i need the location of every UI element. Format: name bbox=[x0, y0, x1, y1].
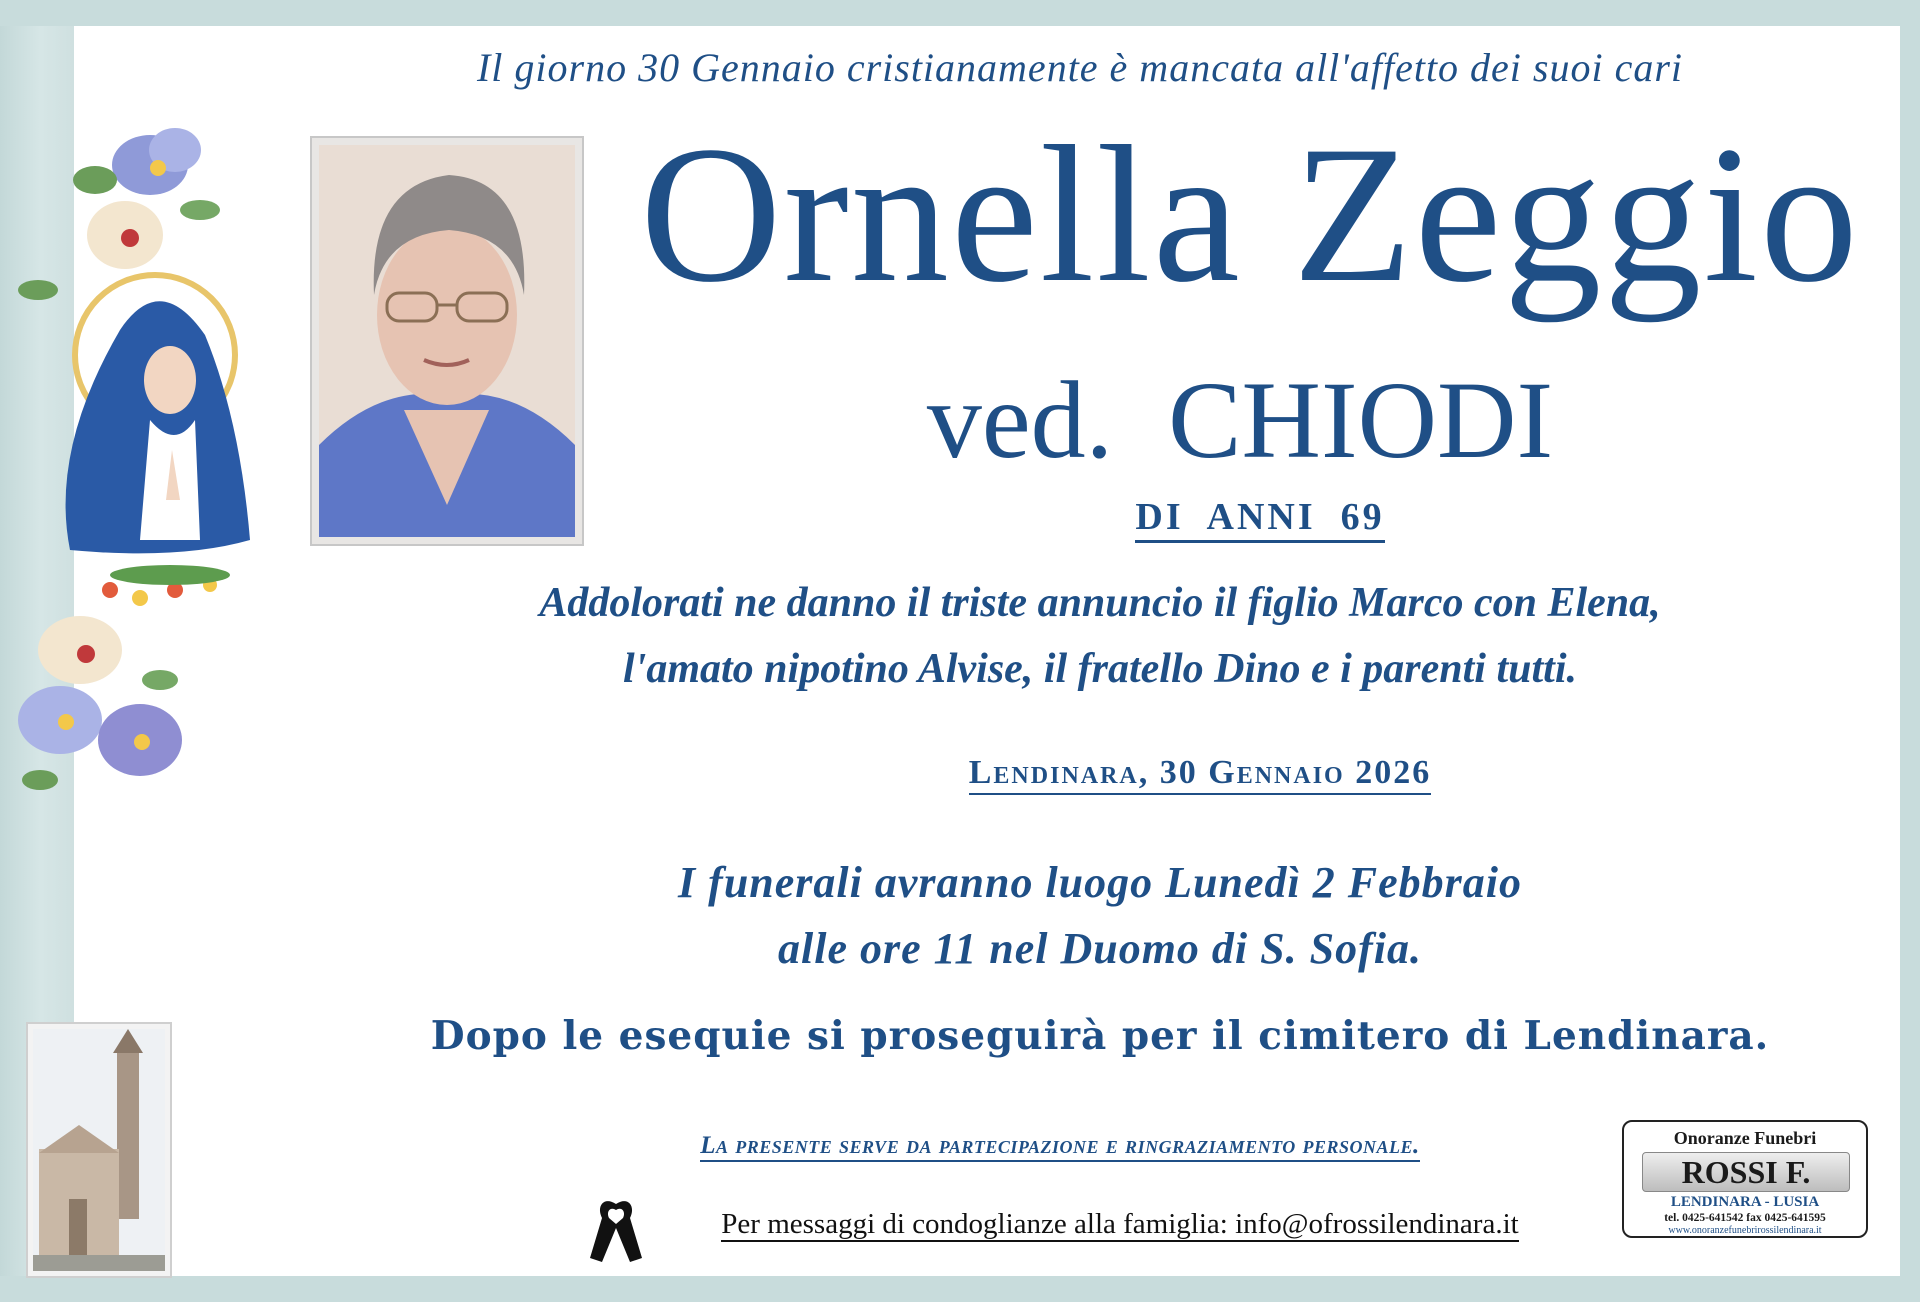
portrait-photo bbox=[310, 136, 584, 546]
announcement-line-1: Addolorati ne danno il triste annuncio il figlio Marco con Elena, bbox=[539, 580, 1661, 626]
flowers-bottom bbox=[102, 565, 230, 606]
deceased-name: Ornella Zeggio bbox=[640, 106, 1860, 323]
acknowledgement-line bbox=[560, 1132, 1560, 1160]
church-photo bbox=[26, 1022, 172, 1278]
funeral-line-2: alle ore 11 nel Duomo di S. Sofia. bbox=[778, 924, 1422, 973]
condolences-line bbox=[670, 1208, 1570, 1241]
madonna-pansies-decoration bbox=[0, 120, 280, 840]
age-text: DI ANNI 69 bbox=[1135, 496, 1384, 543]
acknowledgement-text: La presente serve da partecipazione e ringraziamento personale. bbox=[700, 1132, 1420, 1162]
burial-info: Dopo le esequie si proseguirà per il cimitero di Lendinara. bbox=[430, 1013, 1770, 1059]
logo-line-5: www.onoranzefunebrirossilendinara.it bbox=[1668, 1225, 1822, 1236]
place-date-text: Lendinara, 30 Gennaio 2026 bbox=[969, 754, 1431, 795]
intro-line: Il giorno 30 Gennaio cristianamente è mancata all'affetto dei suoi cari bbox=[476, 45, 1684, 90]
widow-of-name: ved. CHIODI bbox=[926, 359, 1554, 481]
logo-line-1: Onoranze Funebri bbox=[1673, 1128, 1817, 1148]
logo-line-2: ROSSI F. bbox=[1642, 1152, 1850, 1192]
frame-border-bottom bbox=[0, 1276, 1920, 1302]
frame-border-top bbox=[0, 0, 1920, 26]
pansy-cluster-top bbox=[18, 128, 220, 300]
logo-line-4: tel. 0425-641542 fax 0425-641595 bbox=[1664, 1212, 1826, 1224]
funeral-home-logo bbox=[1622, 1120, 1868, 1238]
frame-border-right bbox=[1900, 0, 1920, 1302]
funeral-line-1: I funerali avranno luogo Lunedì 2 Febbraio bbox=[678, 858, 1522, 907]
condolences-text: Per messaggi di condoglianze alla famiglia: info@ofrossilendinara.it bbox=[721, 1208, 1519, 1240]
funeral-info bbox=[400, 850, 1800, 982]
age-line bbox=[1050, 495, 1470, 539]
logo-line-3: LENDINARA - LUSIA bbox=[1670, 1194, 1820, 1210]
announcement-line-2: l'amato nipotino Alvise, il fratello Dino e i parenti tutti. bbox=[622, 646, 1578, 692]
announcement bbox=[400, 570, 1800, 702]
mourning-ribbon-icon bbox=[586, 1196, 646, 1266]
place-date bbox=[700, 754, 1700, 792]
pansy-cluster-bottom bbox=[18, 616, 182, 790]
